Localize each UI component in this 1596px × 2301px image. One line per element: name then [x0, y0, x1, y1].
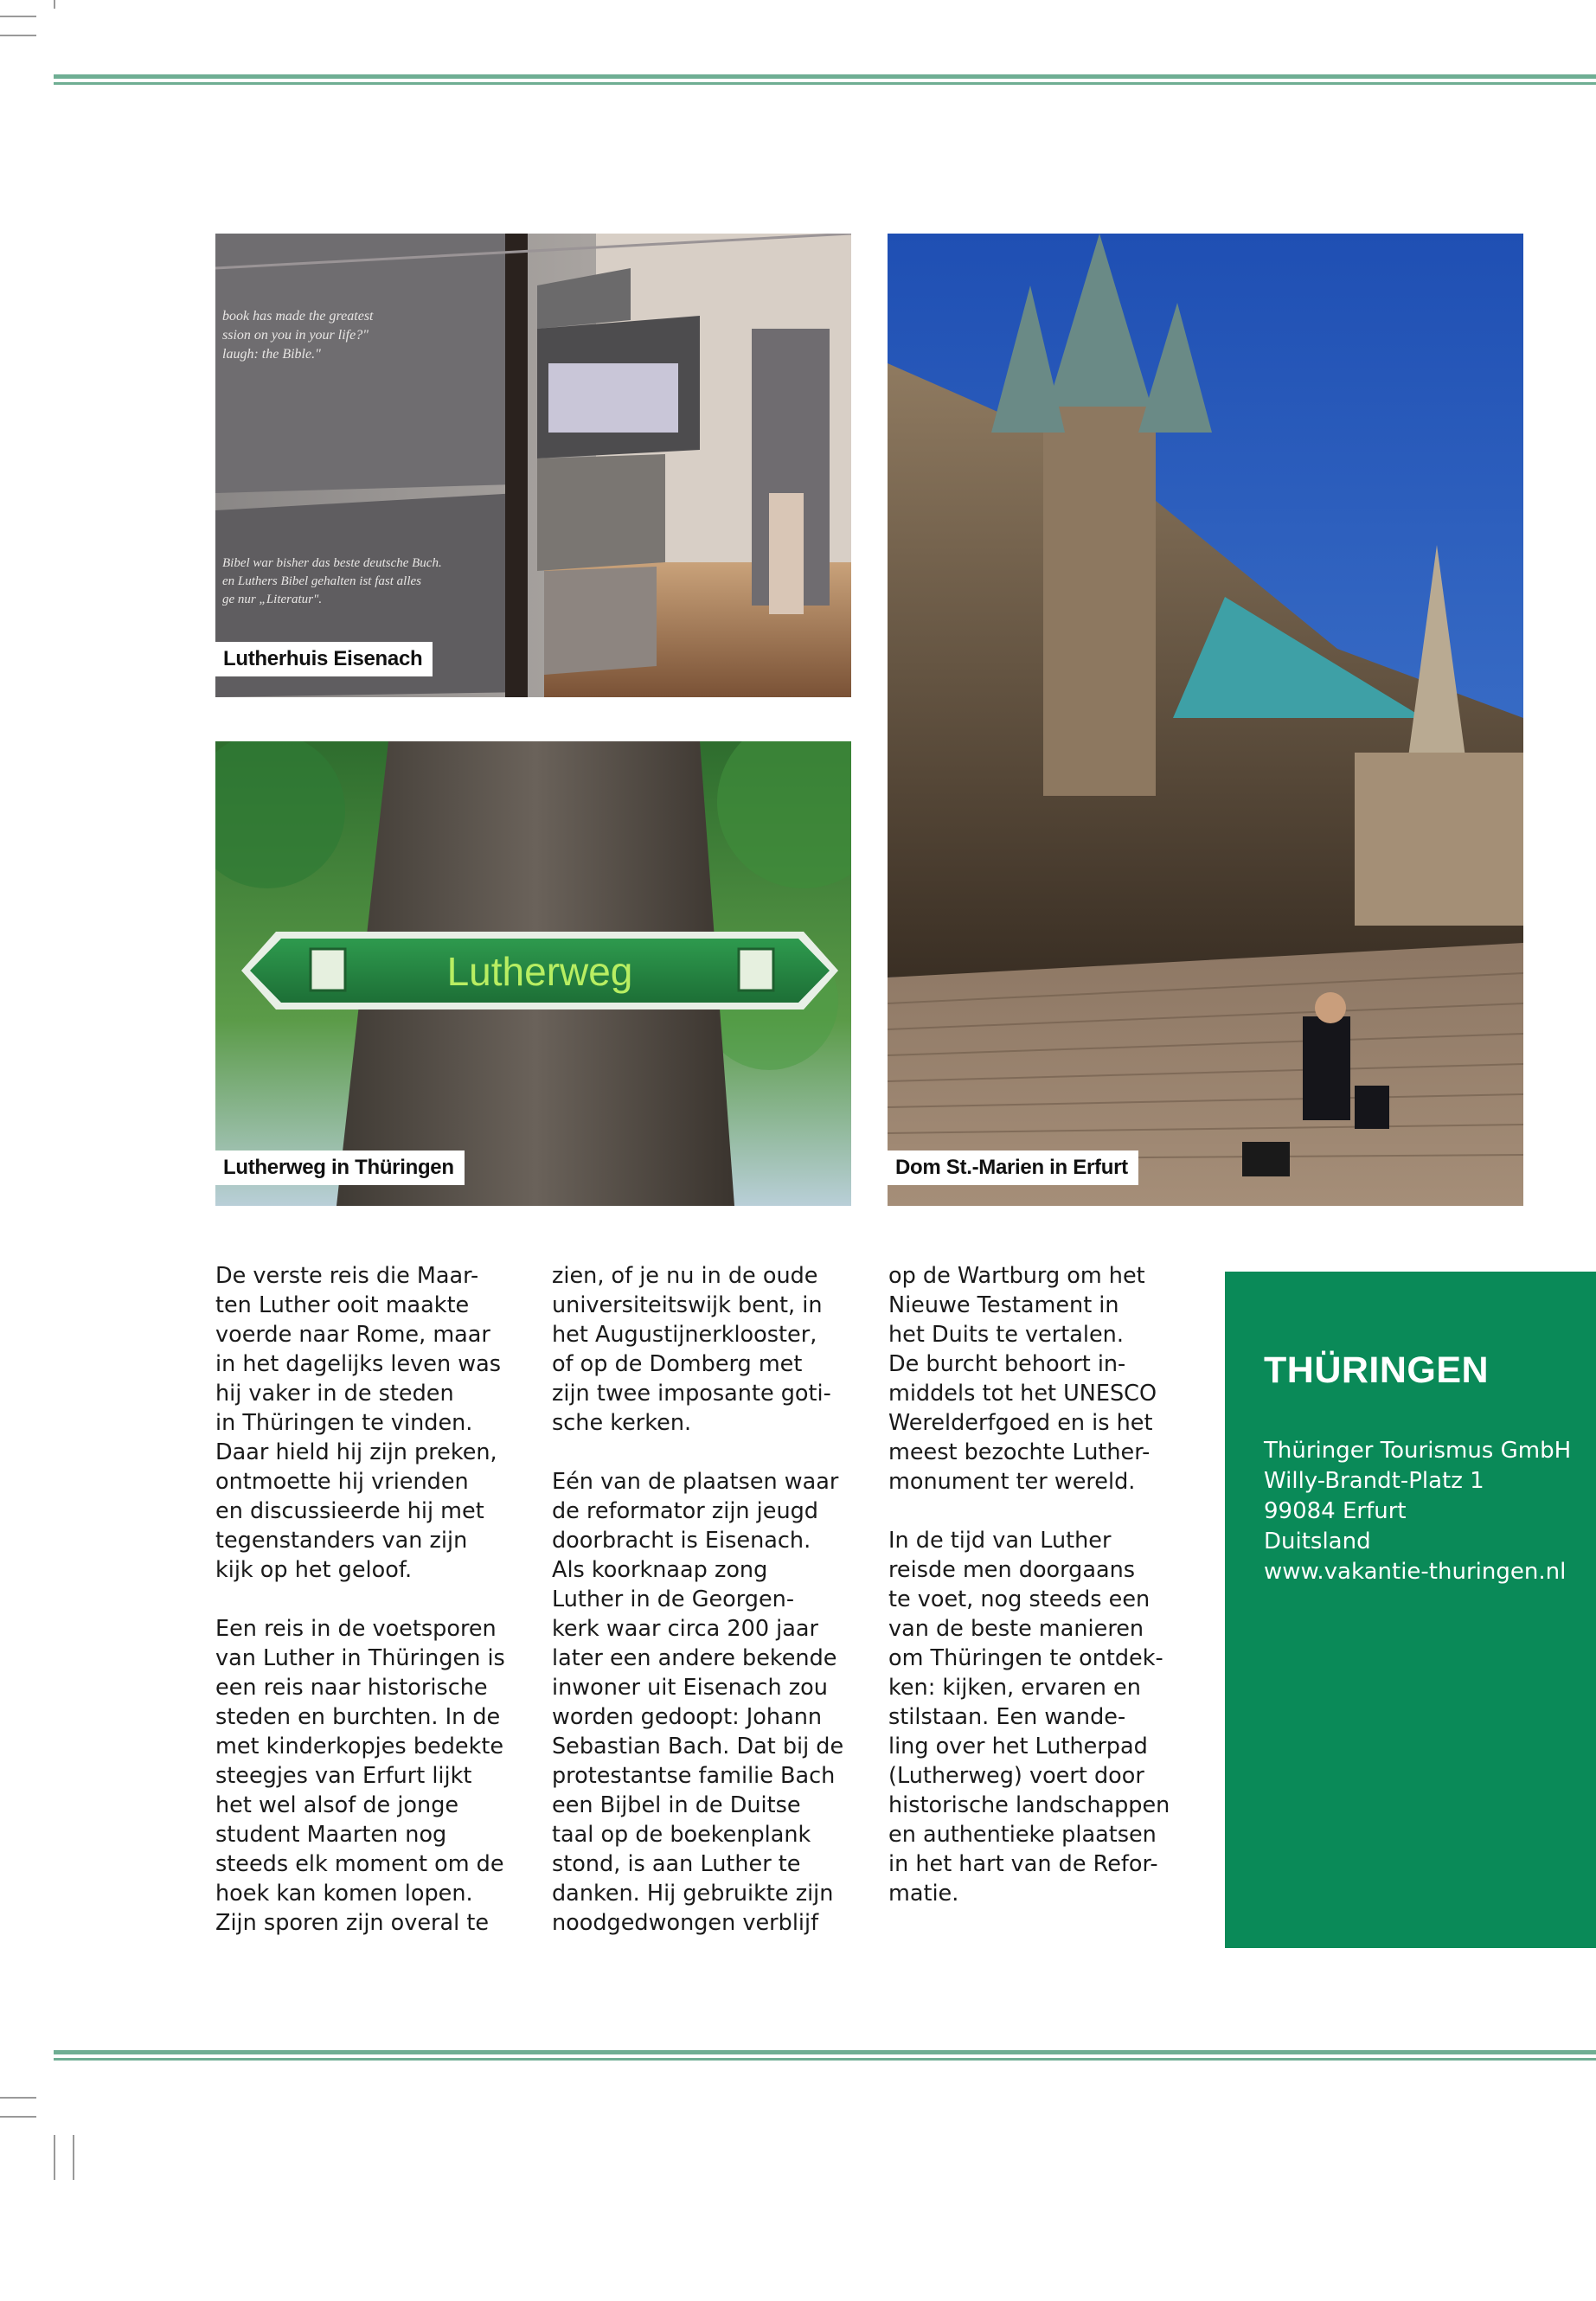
street-address: Willy-Brandt-Platz 1	[1264, 1468, 1484, 1494]
dom-image	[888, 234, 1523, 1206]
photo-lutherhuis	[215, 234, 851, 697]
paragraph: op de Wartburg om het Nieuwe Testament in het Duits te vertalen. De burcht behoort in- middels tot het UNESCO Werelderfgoed en is het meest bezochte Luther- monument ter wereld.	[888, 1263, 1157, 1495]
lutherhuis-image	[215, 234, 851, 697]
caption-dom: Dom St.-Marien in Erfurt	[888, 1150, 1138, 1185]
text-column-2	[552, 1261, 850, 1967]
crop-mark	[0, 35, 36, 36]
contact-address	[1264, 1436, 1571, 1587]
caption-lutherhuis: Lutherhuis Eisenach	[215, 642, 433, 676]
postal-city: 99084 Erfurt	[1264, 1498, 1407, 1524]
caption-lutherweg: Lutherweg in Thüringen	[215, 1150, 465, 1185]
sign-text: Lutherweg	[446, 949, 633, 994]
top-rule	[54, 74, 1596, 87]
crop-mark	[0, 16, 36, 17]
exhibit-quote-2: Bibel war bisher das beste deutsche Buch. en Luthers Bibel gehalten ist fast alles ge nur „Literatur".	[222, 556, 442, 606]
crop-mark	[73, 2135, 74, 2180]
paragraph: Een reis in de voetsporen van Luther in Thüringen is een reis naar historische steden en burchten. In de met kinderkopjes bedekte steegjes van Erfurt lijkt het wel alsof de jonge student Maarten nog steeds elk moment om de hoek kan komen lopen. Zijn sporen zijn overal te	[215, 1616, 505, 1936]
text-column-1	[215, 1261, 514, 1967]
text-column-3	[888, 1261, 1187, 1938]
infobox-title: THÜRINGEN	[1264, 1349, 1490, 1391]
website-link[interactable]: www.vakantie-thuringen.nl	[1264, 1559, 1567, 1585]
paragraph: In de tijd van Luther reisde men doorgaans te voet, nog steeds een van de beste manieren om Thüringen te ontdek- ken: kijken, ervaren en stilstaan. Een wande- ling over het Lutherpad (Lutherweg) voert door historische landschappen en authentieke plaatsen in het hart van de Refor- matie.	[888, 1528, 1170, 1907]
contact-infobox	[1225, 1272, 1596, 1948]
crop-mark	[0, 2116, 36, 2118]
crop-mark	[54, 2135, 55, 2180]
paragraph: zien, of je nu in de oude universiteitswijk bent, in het Augustijnerklooster, of op de Domberg met zijn twee imposante goti- sche kerken.	[552, 1263, 831, 1436]
company-name: Thüringer Tourismus GmbH	[1264, 1438, 1572, 1464]
exhibit-quote-1: book has made the greatest ssion on you in your life?" laugh: the Bible."	[222, 309, 374, 362]
bottom-rule	[54, 2050, 1596, 2062]
crop-mark	[0, 2097, 36, 2099]
crop-mark	[54, 0, 55, 9]
photo-dom-erfurt	[888, 234, 1523, 1206]
paragraph: De verste reis die Maar- ten Luther ooit maakte voerde naar Rome, maar in het dagelijks leven was hij vaker in de steden in Thüringen te vinden. Daar hield hij zijn preken, ontmoette hij vrienden en discussieerde hij met tegenstanders van zijn kijk op het geloof.	[215, 1263, 501, 1583]
lutherweg-image	[215, 741, 851, 1206]
paragraph: Eén van de plaatsen waar de reformator zijn jeugd doorbracht is Eisenach. Als koorknaap zong Luther in de Georgen- kerk waar circa 200 jaar later een andere bekende inwoner uit Eisenach zou worden gedoopt: Johann Sebastian Bach. Dat bij de protestantse familie Bach een Bijbel in de Duitse taal op de boekenplank stond, is aan Luther te danken. Hij gebruikte zijn noodgedwongen verblijf	[552, 1469, 844, 1936]
photo-lutherweg	[215, 741, 851, 1206]
country: Duitsland	[1264, 1529, 1371, 1554]
